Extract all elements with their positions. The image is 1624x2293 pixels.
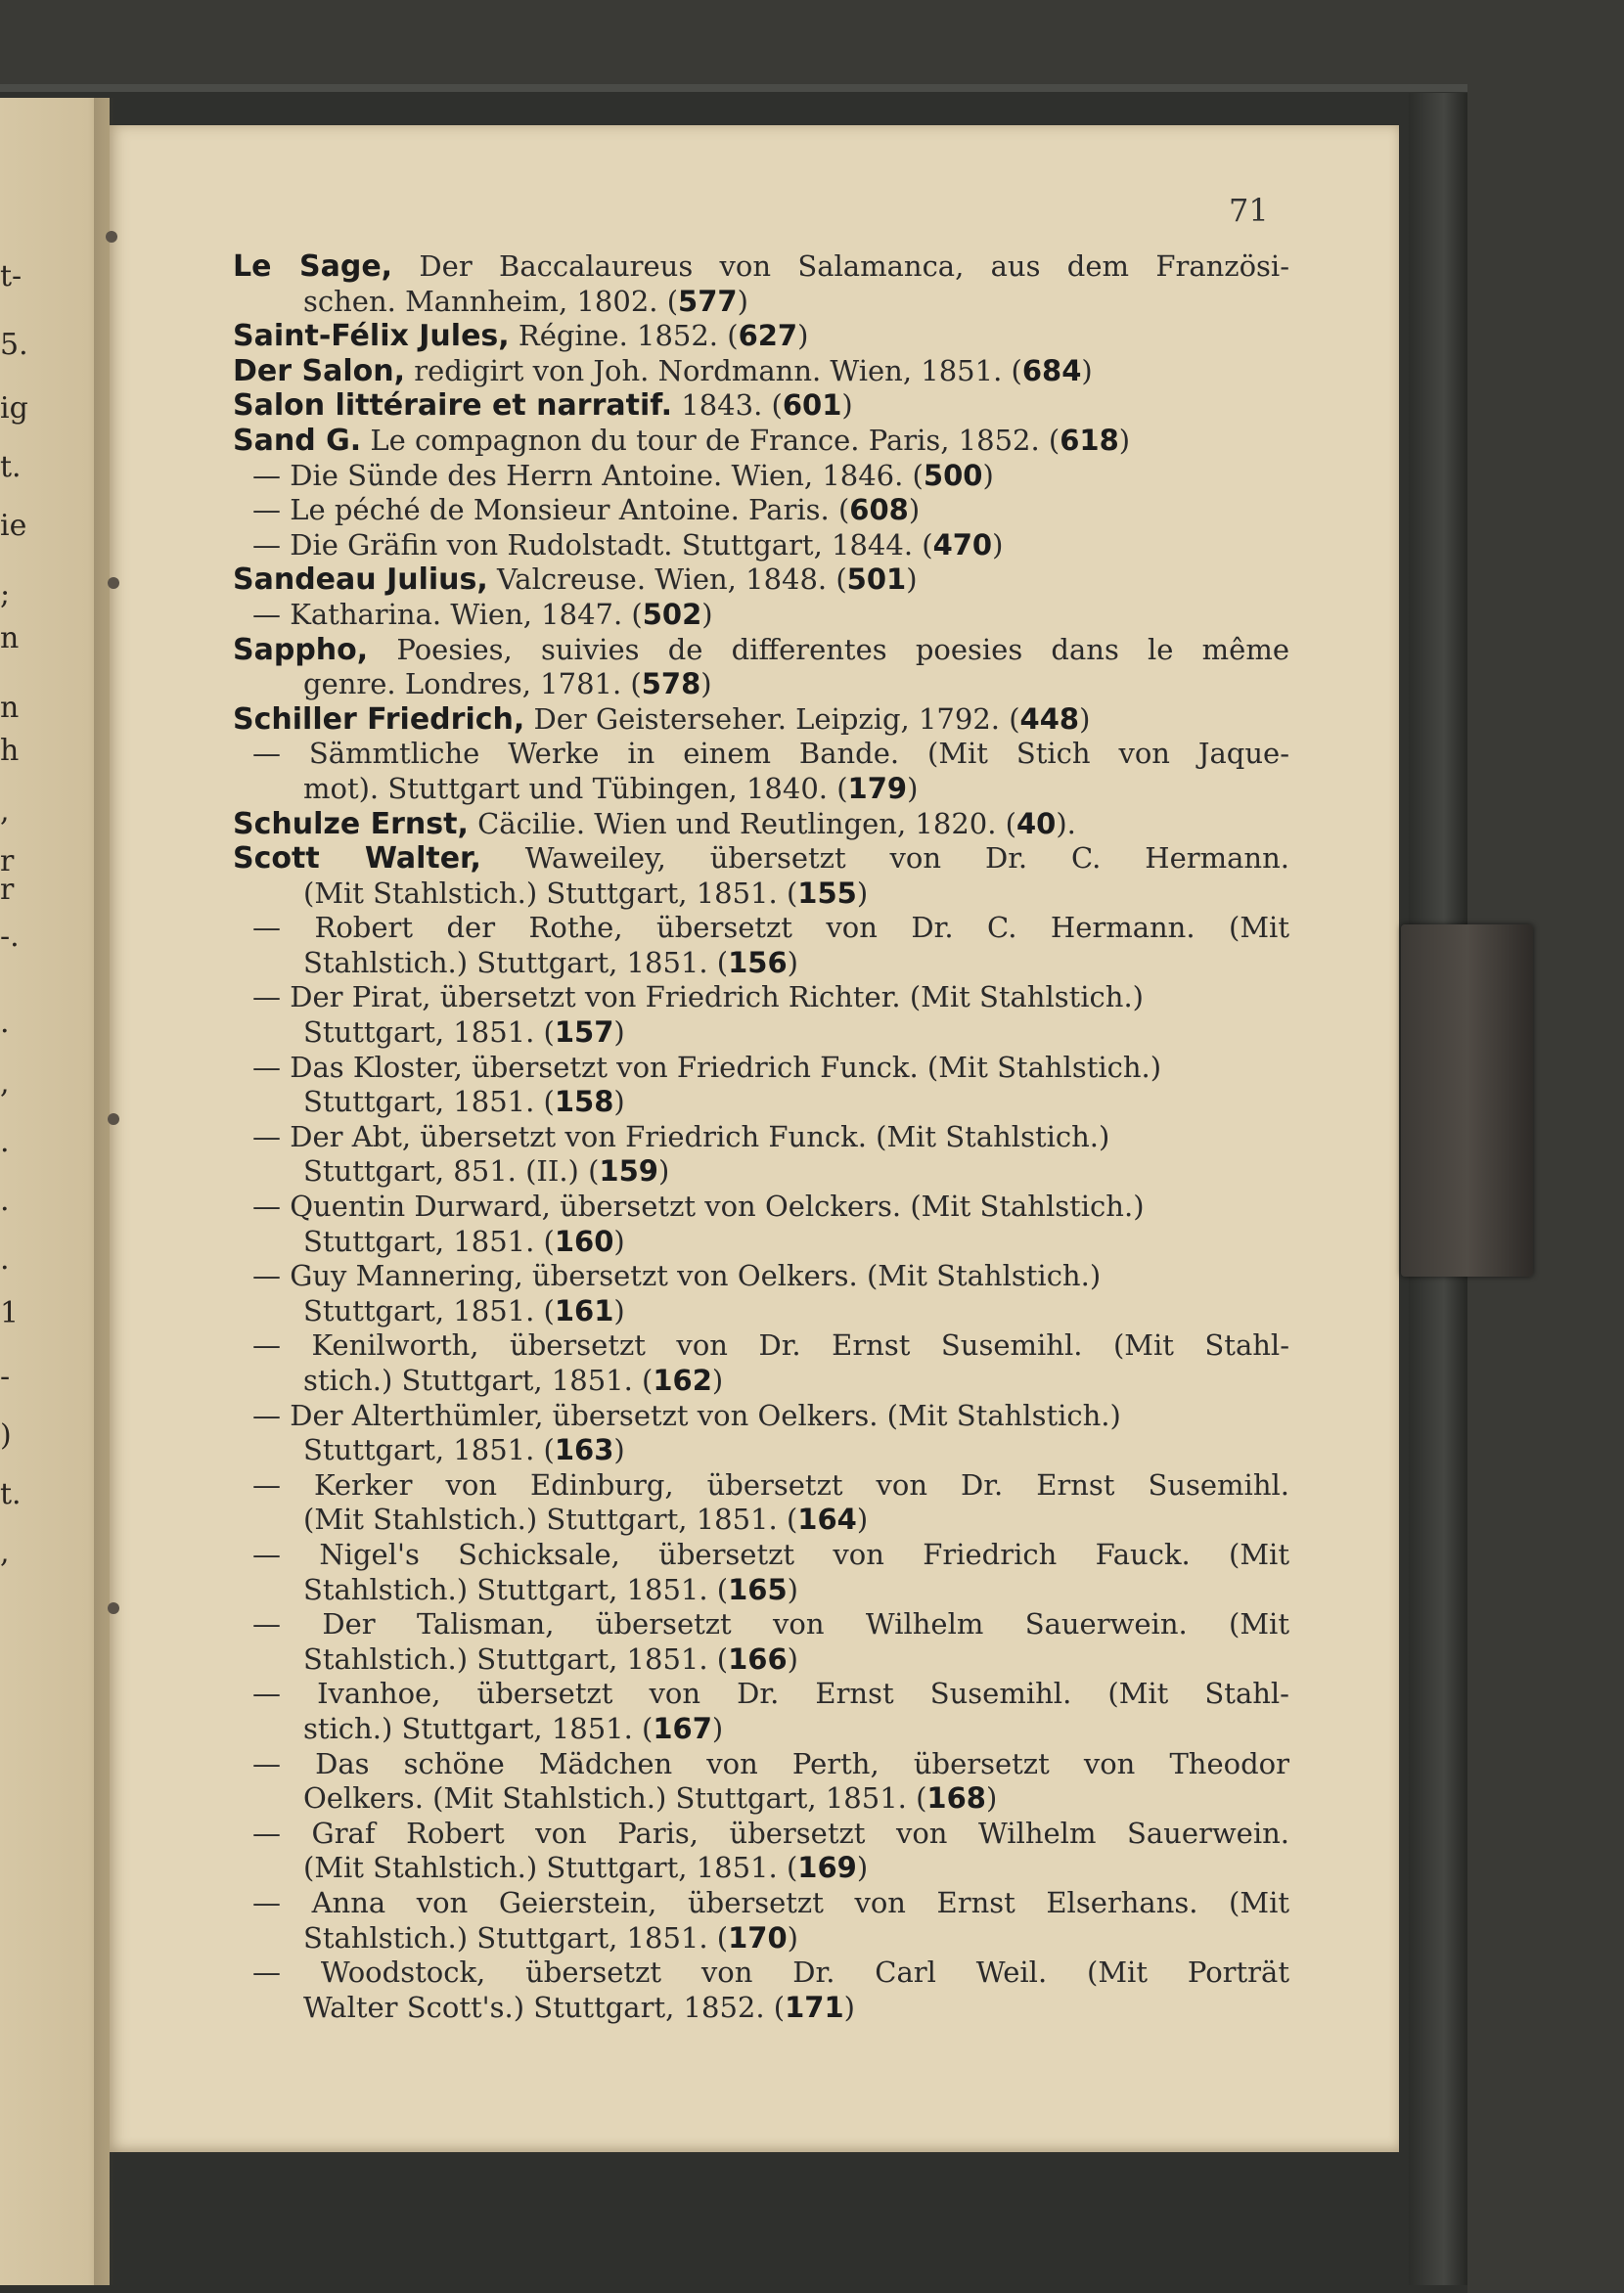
catalog-number: 577 — [678, 284, 738, 318]
left-page-fragment: . — [0, 1242, 10, 1277]
entry-text: ) — [613, 1293, 625, 1327]
entry-line — [233, 1225, 1289, 1260]
entry-text: — Das schöne Mädchen von Perth, übersetzt von Theodor — [252, 1746, 1289, 1780]
entry-text: 1843. ( — [672, 388, 783, 423]
entry-text: Stahlstich.) Stuttgart, 1851. ( — [303, 1641, 729, 1676]
left-page-fragment: , — [0, 1066, 10, 1101]
entry-text: — Der Talisman, übersetzt von Wilhelm Sauerwein. (Mit — [252, 1607, 1289, 1641]
entry-text: ) — [787, 1920, 798, 1955]
binding-hole — [108, 1602, 119, 1614]
entry-text: — Kerker von Edinburg, übersetzt von Dr. Ernst Susemihl. — [252, 1467, 1289, 1502]
catalog-number: 161 — [554, 1293, 614, 1327]
entry-text: ). — [1056, 806, 1076, 840]
entry-text: ) — [985, 1781, 998, 1816]
catalog-number: 163 — [554, 1433, 614, 1467]
catalog-number: 162 — [653, 1364, 712, 1397]
entry-text: Stuttgart, 1851. ( — [303, 1224, 555, 1258]
catalog-number: 618 — [1060, 423, 1119, 457]
entry-text: redigirt von Joh. Nordmann. Wien, 1851. ( — [405, 353, 1022, 387]
entry-line — [233, 1677, 1289, 1712]
entry-text: ) — [787, 1572, 798, 1606]
entry-text: ) — [701, 597, 713, 631]
entry-text: ) — [992, 527, 1004, 562]
entry-line — [233, 772, 1289, 807]
catalog-number: 157 — [554, 1015, 614, 1050]
entry-line — [233, 1991, 1289, 2026]
entry-line — [233, 249, 1289, 285]
entry-line — [233, 493, 1289, 528]
entry-text: ) — [700, 667, 712, 701]
catalog-number: 156 — [728, 945, 788, 979]
entry-text: — Der Alterthümler, übersetzt von Oelkers. (Mit Stahlstich.) — [252, 1398, 1121, 1432]
entry-line — [233, 1956, 1289, 1991]
catalog-entry — [233, 807, 1289, 842]
left-page-fragment: ) — [0, 1418, 12, 1453]
catalog-entry — [233, 319, 1289, 354]
catalog-entry — [233, 562, 1289, 632]
catalog-number: 165 — [728, 1572, 788, 1606]
entry-text: ) — [711, 1711, 724, 1745]
entry-text: ) — [841, 388, 853, 423]
catalog-number: 167 — [653, 1711, 712, 1745]
left-page-fragment: , — [0, 794, 10, 829]
entry-text: — Guy Mannering, übersetzt von Oelkers. (Mit Stahlstich.) — [252, 1259, 1102, 1293]
left-page-fragment: n — [0, 621, 20, 655]
entry-text: — Sämmtliche Werke in einem Bande. (Mit Stich von Jaque- — [252, 737, 1289, 771]
entry-text: Le compagnon du tour de France. Paris, 1852. ( — [361, 423, 1060, 457]
binding-hole — [108, 1113, 119, 1125]
entry-text: ) — [613, 1433, 625, 1467]
catalog-entry — [233, 388, 1289, 424]
entry-line — [233, 354, 1289, 389]
entry-text: — Kenilworth, übersetzt von Dr. Ernst Susemihl. (Mit Stahl- — [252, 1328, 1289, 1363]
entry-line — [233, 737, 1289, 772]
entry-text: — Nigel's Schicksale, übersetzt von Friedrich Fauck. (Mit — [252, 1537, 1289, 1571]
entry-line — [233, 1747, 1289, 1782]
entry-line — [233, 667, 1289, 702]
entry-text: Stuttgart, 1851. ( — [303, 1015, 555, 1050]
catalog-number: 601 — [782, 388, 842, 423]
entry-line — [233, 633, 1289, 668]
catalog-number: 159 — [599, 1154, 658, 1189]
entry-line — [233, 946, 1289, 981]
catalog-entry — [233, 633, 1289, 702]
catalog-entry — [233, 249, 1289, 319]
entry-text: Der Geisterseher. Leipzig, 1792. ( — [524, 701, 1020, 736]
binding-hole — [106, 231, 117, 243]
entry-line — [233, 1642, 1289, 1678]
entry-line — [233, 1051, 1289, 1086]
entry-text: ) — [907, 771, 919, 805]
entry-text: genre. Londres, 1781. ( — [303, 667, 642, 701]
left-page-fragment: -. — [0, 920, 20, 954]
entry-text: — Le péché de Monsieur Antoine. Paris. ( — [252, 493, 850, 527]
left-page-fragment: . — [0, 1184, 10, 1218]
entry-line — [233, 1712, 1289, 1747]
left-page-fragment: ; — [0, 577, 11, 611]
entry-text: ) — [613, 1085, 625, 1119]
entry-text: ) — [856, 1503, 869, 1537]
entry-text: Stahlstich.) Stuttgart, 1851. ( — [303, 945, 729, 979]
author-name: Sand G. — [233, 423, 362, 458]
entry-text: — Der Pirat, übersetzt von Friedrich Richter. (Mit Stahlstich.) — [252, 980, 1144, 1014]
author-name: Scott Walter, — [233, 841, 481, 877]
author-name: Der Salon, — [233, 353, 405, 388]
entry-text: ) — [787, 945, 798, 979]
entry-line — [233, 1573, 1289, 1608]
entry-text: ) — [737, 284, 748, 318]
entry-text: Waweiley, übersetzt von Dr. C. Hermann. — [480, 841, 1289, 876]
entry-text: stich.) Stuttgart, 1851. ( — [303, 1364, 654, 1397]
entry-line — [233, 1886, 1289, 1921]
catalog-entry — [233, 841, 1289, 2025]
entry-text: Cäcilie. Wien und Reutlingen, 1820. ( — [468, 806, 1016, 840]
left-page-fragment: t- — [0, 259, 23, 293]
entry-text: ) — [1079, 701, 1091, 736]
author-name: Le Sage, — [233, 249, 393, 284]
entry-text: stich.) Stuttgart, 1851. ( — [303, 1711, 654, 1745]
entry-text: ) — [856, 876, 869, 910]
left-page-fragment: t. — [0, 450, 22, 484]
author-name: Sappho, — [233, 632, 369, 667]
left-page-fragment: . — [0, 1125, 10, 1159]
left-page-fragment: ie — [0, 509, 27, 543]
entry-text: ) — [906, 562, 918, 597]
entry-line — [233, 1399, 1289, 1434]
entry-line — [233, 1468, 1289, 1504]
entry-line — [233, 1364, 1289, 1399]
left-page-fragment: r — [0, 844, 15, 878]
entry-text: ) — [613, 1224, 625, 1258]
catalog-number: 608 — [849, 493, 909, 527]
entry-text: ) — [843, 1990, 855, 2024]
entry-line — [233, 1921, 1289, 1956]
catalog-number: 448 — [1019, 701, 1080, 736]
entry-text: Stuttgart, 1851. ( — [303, 1293, 555, 1327]
catalog-number: 170 — [728, 1920, 788, 1955]
entry-line — [233, 528, 1289, 563]
entry-text: Stuttgart, 851. (II.) ( — [303, 1154, 600, 1189]
author-name: Schulze Ernst, — [233, 806, 469, 841]
entry-text: (Mit Stahlstich.) Stuttgart, 1851. ( — [303, 1851, 798, 1885]
catalog-entry — [233, 424, 1289, 562]
catalog-number: 164 — [797, 1503, 857, 1537]
left-page-fragment: 1 — [0, 1296, 20, 1330]
entry-text: Stahlstich.) Stuttgart, 1851. ( — [303, 1920, 729, 1955]
catalog-number: 158 — [554, 1085, 614, 1119]
entry-line — [233, 911, 1289, 946]
entry-line — [233, 1817, 1289, 1852]
entry-line — [233, 1259, 1289, 1294]
entry-line — [233, 1433, 1289, 1468]
entry-text: — Woodstock, übersetzt von Dr. Carl Weil. (Mit Porträt — [252, 1956, 1289, 1990]
entry-text: — Das Kloster, übersetzt von Friedrich Funck. (Mit Stahlstich.) — [252, 1050, 1162, 1084]
entry-line — [233, 388, 1289, 424]
entry-line — [233, 1607, 1289, 1642]
entry-text: Der Baccalaureus von Salamanca, aus dem Französi- — [392, 249, 1289, 283]
catalog-number: 171 — [785, 1990, 844, 2024]
entry-text: — Quentin Durward, übersetzt von Oelckers. (Mit Stahlstich.) — [252, 1190, 1145, 1224]
entry-text: — Die Sünde des Herrn Antoine. Wien, 1846. ( — [252, 458, 924, 492]
catalog-number: 627 — [738, 319, 798, 353]
entry-text: — Robert der Rothe, übersetzt von Dr. C. Hermann. (Mit — [252, 911, 1289, 945]
catalog-number: 470 — [932, 527, 993, 562]
left-page-fragment: , — [0, 1536, 10, 1570]
catalog-number: 501 — [846, 562, 907, 597]
entry-text: schen. Mannheim, 1802. ( — [303, 284, 679, 318]
entry-text: ) — [797, 319, 809, 353]
entry-line — [233, 459, 1289, 494]
entry-line — [233, 1538, 1289, 1573]
entry-text: Stuttgart, 1851. ( — [303, 1085, 555, 1119]
entry-text: Walter Scott's.) Stuttgart, 1852. ( — [303, 1990, 786, 2024]
author-name: Salon littéraire et narratif. — [233, 388, 673, 424]
left-page-fragment: 5. — [0, 328, 28, 362]
entry-text: Valcreuse. Wien, 1848. ( — [487, 562, 847, 597]
left-page-fragment: ig — [0, 391, 28, 426]
catalog-number: 502 — [642, 597, 702, 631]
catalog-number: 166 — [728, 1641, 788, 1676]
entry-line — [233, 1015, 1289, 1051]
entry-line — [233, 598, 1289, 633]
left-page-fragment: r — [0, 873, 15, 907]
entry-text: ) — [908, 493, 921, 527]
entry-line — [233, 1190, 1289, 1225]
catalog-entry — [233, 354, 1289, 389]
bookmark-tab — [1401, 924, 1533, 1277]
left-page-fragment: n — [0, 691, 20, 725]
author-name: Sandeau Julius, — [233, 562, 488, 598]
entry-line — [233, 1154, 1289, 1190]
entry-text: — Katharina. Wien, 1847. ( — [252, 597, 643, 631]
entry-line — [233, 562, 1289, 598]
catalog-number: 500 — [923, 458, 983, 492]
page-number: 71 — [1229, 192, 1269, 229]
entry-text: Poesies, suivies de differentes poesies dans le même — [368, 632, 1289, 666]
entry-line — [233, 1328, 1289, 1364]
entry-line — [233, 807, 1289, 842]
entry-line — [233, 841, 1289, 877]
left-page-fragment: . — [0, 1006, 10, 1040]
entry-text: ) — [787, 1641, 798, 1676]
entry-text: (Mit Stahlstich.) Stuttgart, 1851. ( — [303, 876, 798, 910]
entry-line — [233, 424, 1289, 459]
author-name: Schiller Friedrich, — [233, 701, 525, 737]
catalog-number: 169 — [797, 1851, 857, 1885]
entry-text: ) — [1118, 423, 1131, 457]
entry-text: ) — [613, 1015, 625, 1050]
entry-text: ) — [657, 1154, 670, 1189]
entry-text: — Graf Robert von Paris, übersetzt von Wilhelm Sauerwein. — [252, 1816, 1289, 1850]
entry-line — [233, 1781, 1289, 1817]
catalog-number: 160 — [554, 1224, 614, 1258]
entry-text: Stuttgart, 1851. ( — [303, 1433, 555, 1467]
catalog-number: 578 — [641, 667, 701, 701]
entry-text: — Ivanhoe, übersetzt von Dr. Ernst Susemihl. (Mit Stahl- — [252, 1677, 1289, 1711]
entry-text: — Die Gräfin von Rudolstadt. Stuttgart, 1844. ( — [252, 527, 933, 562]
catalog-entries — [233, 249, 1289, 2025]
left-page-fragment: - — [0, 1360, 11, 1394]
entry-text: ) — [711, 1364, 724, 1397]
catalog-entry — [233, 702, 1289, 807]
entry-text: Oelkers. (Mit Stahlstich.) Stuttgart, 1851. ( — [303, 1781, 927, 1816]
entry-text: ) — [982, 458, 994, 492]
catalog-number: 155 — [797, 876, 857, 910]
entry-line — [233, 285, 1289, 320]
entry-line — [233, 1120, 1289, 1155]
entry-line — [233, 1294, 1289, 1329]
entry-text: — Der Abt, übersetzt von Friedrich Funck. (Mit Stahlstich.) — [252, 1119, 1110, 1153]
catalog-number: 684 — [1021, 353, 1082, 387]
entry-text: (Mit Stahlstich.) Stuttgart, 1851. ( — [303, 1503, 798, 1537]
binding-hole — [108, 577, 119, 589]
entry-line — [233, 1503, 1289, 1538]
entry-text: — Anna von Geierstein, übersetzt von Ernst Elserhans. (Mit — [252, 1885, 1289, 1919]
left-page-fragment: h — [0, 734, 20, 768]
entry-line — [233, 980, 1289, 1015]
entry-line — [233, 877, 1289, 912]
catalog-number: 40 — [1015, 806, 1057, 840]
entry-text: ) — [856, 1851, 869, 1885]
entry-line — [233, 1085, 1289, 1120]
entry-text: ) — [1081, 353, 1093, 387]
left-page-fragment: t. — [0, 1477, 22, 1511]
entry-line — [233, 1851, 1289, 1886]
entry-line — [233, 319, 1289, 354]
catalog-number: 168 — [926, 1781, 986, 1816]
catalog-number: 179 — [847, 771, 908, 805]
entry-text: mot). Stuttgart und Tübingen, 1840. ( — [303, 771, 848, 805]
entry-text: Stahlstich.) Stuttgart, 1851. ( — [303, 1572, 729, 1606]
author-name: Saint-Félix Jules, — [233, 319, 510, 354]
entry-text: Régine. 1852. ( — [509, 319, 739, 353]
entry-line — [233, 702, 1289, 738]
